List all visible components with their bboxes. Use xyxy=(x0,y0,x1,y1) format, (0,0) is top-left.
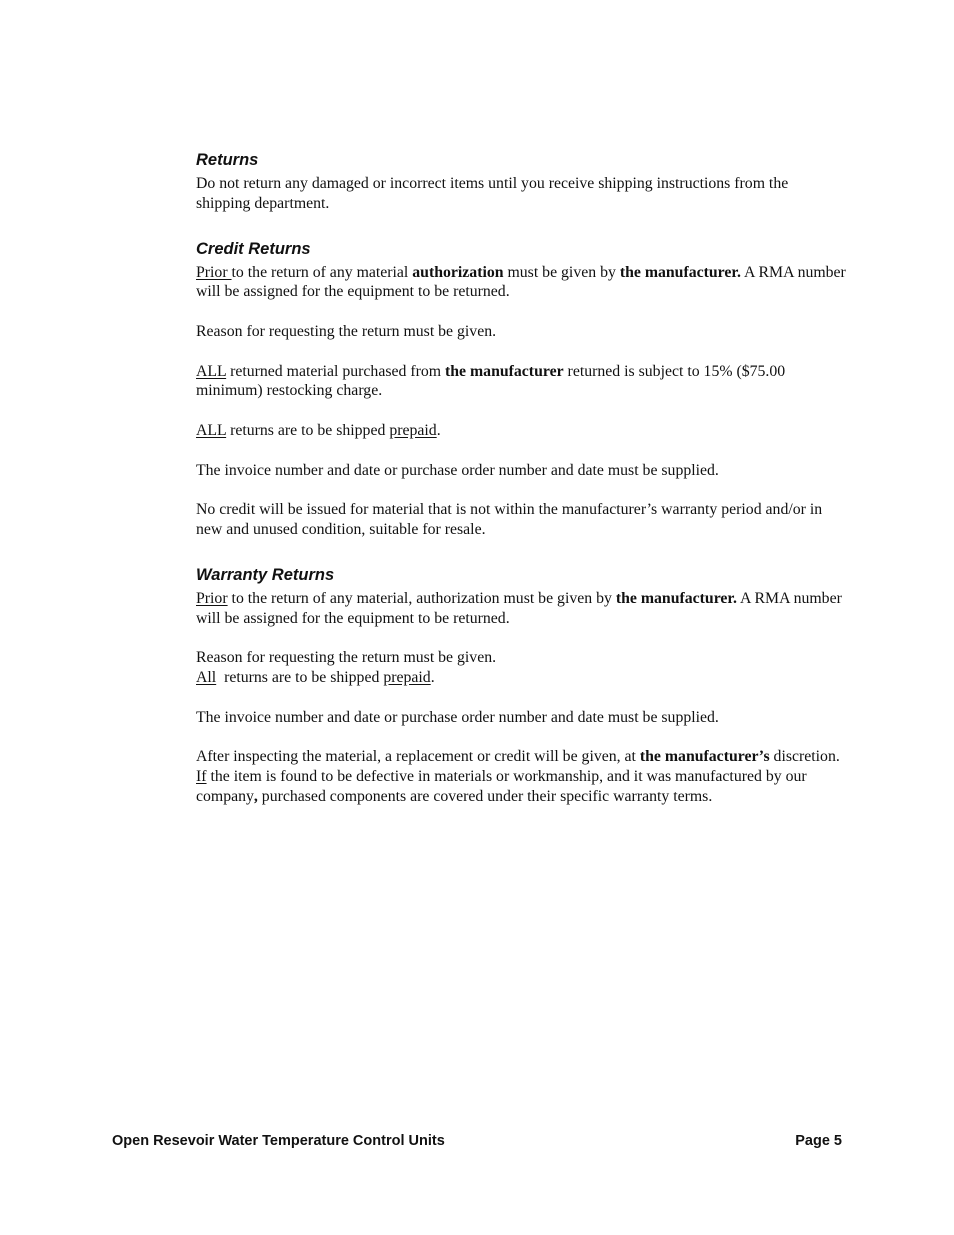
returns-paragraph: Do not return any damaged or incorrect items until you receive shipping instructions from the shipping department. xyxy=(196,175,789,212)
all-underlined: ALL xyxy=(196,421,227,439)
page-number: Page 5 xyxy=(795,1133,842,1149)
all-underlined: All xyxy=(196,668,217,686)
manufacturer-bold: the manufacturer xyxy=(445,362,564,380)
credit-invoice-paragraph: The invoice number and date or purchase order number and date must be supplied. xyxy=(196,461,719,479)
warranty-returns-heading: Warranty Returns xyxy=(196,565,335,584)
credit-prepaid-paragraph: ALL returns are to be shipped prepaid. xyxy=(196,421,441,439)
manufacturer-bold: the manufacturer. xyxy=(615,589,737,607)
comma-bold: , xyxy=(253,787,258,805)
credit-authorization-paragraph: Prior to the return of any material authorization must be given by the manufacturer. A RMA number will be assigned for the equipment to be returned. xyxy=(196,263,846,301)
returns-heading: Returns xyxy=(196,151,259,169)
warranty-reason-paragraph: Reason for requesting the return must be given. xyxy=(196,649,497,667)
footer-title: Open Resevoir Water Temperature Control Units xyxy=(112,1133,445,1149)
prepaid-underlined: prepaid xyxy=(383,668,431,686)
credit-restocking-paragraph: ALL returned material purchased from the manufacturer returned is subject to 15% ($75.00 minimum) restocking charge. xyxy=(196,362,786,400)
warranty-discretion-paragraph: After inspecting the material, a replacement or credit will be given, at the manufacturer’s discretion. If the item is found to be defective in materials or workmanship, and it was manufactured by our company, purchased components are covered under their specific warranty terms. xyxy=(196,748,848,805)
warranty-authorization-paragraph: Prior to the return of any material, authorization must be given by the manufacturer. A RMA number will be assigned for the equipment to be returned. xyxy=(196,589,842,627)
authorization-bold: authorization xyxy=(412,263,504,281)
if-underlined: If xyxy=(196,767,207,785)
warranty-prepaid-paragraph: All returns are to be shipped prepaid. xyxy=(196,668,435,686)
manufacturers-bold: the manufacturer’s xyxy=(639,748,770,766)
warranty-invoice-paragraph: The invoice number and date or purchase order number and date must be supplied. xyxy=(196,708,719,726)
credit-no-credit-paragraph: No credit will be issued for material that is not within the manufacturer’s warranty period and/or in new and unused condition, suitable for resale. xyxy=(196,501,823,538)
credit-reason-paragraph: Reason for requesting the return must be given. xyxy=(196,322,497,340)
prior-underlined: Prior xyxy=(196,263,232,281)
page-content xyxy=(196,150,846,807)
manufacturer-bold: the manufacturer. xyxy=(619,263,741,281)
prepaid-underlined: prepaid xyxy=(389,421,437,439)
prior-underlined: Prior xyxy=(196,589,228,607)
all-underlined: ALL xyxy=(196,362,227,380)
credit-returns-heading: Credit Returns xyxy=(196,239,311,258)
